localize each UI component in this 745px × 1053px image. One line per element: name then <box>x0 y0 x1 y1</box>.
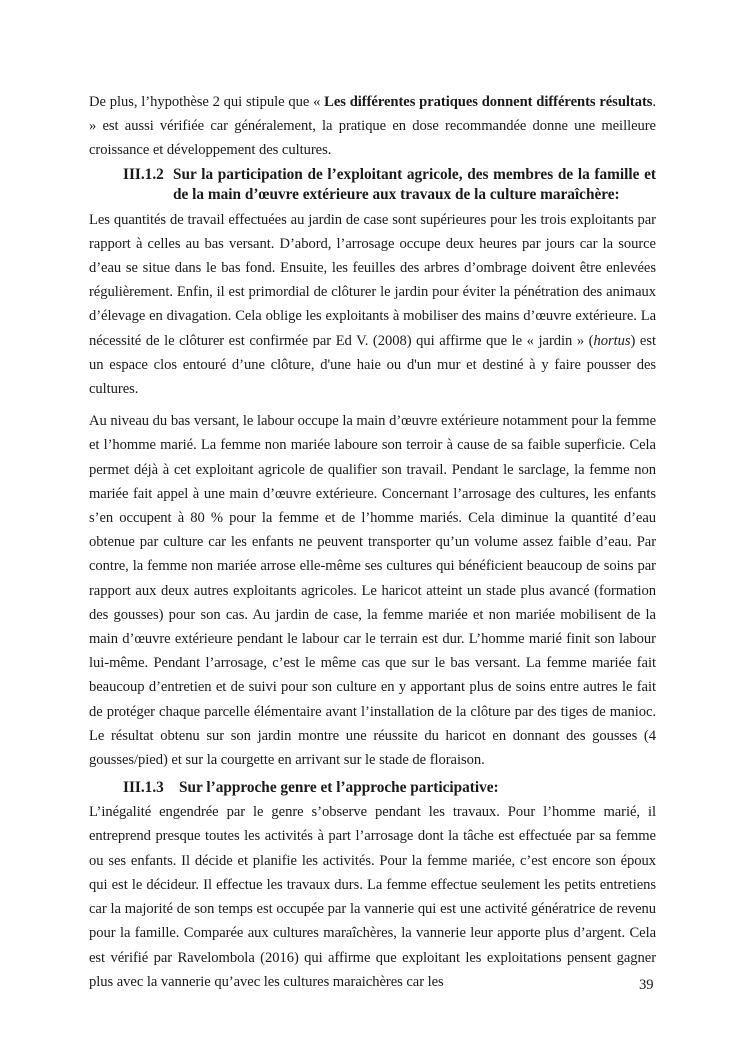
paragraph-text: ) est un espace clos entouré d’une clôture, d'une haie ou d'un mur et destiné à y faire pousser des cultures. <box>89 332 656 398</box>
section-heading-gender <box>89 778 656 798</box>
section-number: III.1.2 <box>123 165 164 183</box>
page-number: 39 <box>639 977 654 993</box>
page-body <box>89 90 656 994</box>
section-title: Sur la participation de l’exploitant agricole, des membres de la famille et de la main d’œuvre extérieure aux travaux de la culture maraîchère: <box>173 165 656 203</box>
section-title: Sur l’approche genre et l’approche participative: <box>179 779 499 797</box>
paragraph-workload <box>89 208 656 402</box>
paragraph-text: De plus, l’hypothèse 2 qui stipule que « <box>89 94 325 110</box>
paragraph-hypothesis <box>89 90 656 163</box>
italic-term: hortus <box>593 332 631 349</box>
quoted-hypothesis: Les différentes pratiques donnent différents résultats <box>324 94 653 110</box>
paragraph-gender: L’inégalité engendrée par le genre s’observe pendant les travaux. Pour l’homme marié, il entreprend presque toutes les activités à part l’arrosage dont la tâche est effectuée par sa femme ou ses enfants. Il décide et planifie les activités. Pour la femme mariée, c’est encore son époux qui est le décideur. Il effectue les travaux durs. La femme effectue seulement les petits entretiens car la majorité de son temps est occupée par la vannerie qui est une activité génératrice de revenu pour la famille. Comparée aux cultures maraîchères, la vannerie leur apporte plus d’argent. Cela est vérifié par Ravelombola (2016) qui affirme que exploitant les exploitations pensent gagner plus avec la vannerie qu’avec les cultures maraichères car les <box>89 804 656 990</box>
paragraph-bas-versant: Au niveau du bas versant, le labour occupe la main d’œuvre extérieure notamment pour la femme et l’homme marié. La femme non mariée laboure son terroir à cause de sa faible superficie. Cela permet déjà à cet exploitant agricole de qualifier son travail. Pendant le sarclage, la femme non mariée fait appel à une main d’œuvre extérieure. Concernant l’arrosage des cultures, les enfants s’en occupent à 80 % pour la femme et de l’homme mariés. Cela diminue la quantité d’eau obtenue par culture car les enfants ne peuvent transporter qu’un volume assez faible d’eau. Par contre, la femme non mariée arrose elle-même ses cultures qui bénéficient beaucoup de soins par rapport aux deux autres exploitants agricoles. Le haricot atteint un stade plus avancé (formation des gousses) pour son cas. Au jardin de case, la femme mariée et non mariée mobilisent de la main d’œuvre extérieure pendant le labour car le terrain est dur. L’homme marié finit son labour lui-même. Pendant l’arrosage, c’est le même cas que sur le bas versant. La femme mariée fait beaucoup d’entretien et de suivi pour son culture en y apportant plus de soins entre autres le fait de protéger chaque parcelle élémentaire avant l’installation de la clôture par des tiges de manioc. Le résultat obtenu sur son jardin montre une réussite du haricot en donnant des gousses (4 gousses/pied) et sur la courgette en arrivant sur le stade de floraison. <box>89 413 656 769</box>
section-number: III.1.3 <box>123 779 164 797</box>
paragraph-text: . » est aussi vérifiée car généralement, la pratique en dose recommandée donne une meilleure croissance et développement des cultures. <box>89 94 656 159</box>
paragraph-text: Les quantités de travail effectuées au jardin de case sont supérieures pour les trois exploitants par rapport à celles au bas versant. D’abord, l’arrosage occupe deux heures par jours car la source d’eau se situe dans le bas fond. Ensuite, les feuilles des arbres d’ombrage doivent être enlevées régulièrement. Enfin, il est primordial de clôturer le jardin pour éviter la pénétration des animaux d’élevage en divagation. Cela oblige les exploitants à mobiliser des mains d’œuvre extérieure. La nécessité de le clôturer est confirmée par Ed V. (2008) qui affirme que le « jardin » ( <box>89 211 656 349</box>
section-heading-participation <box>89 165 656 205</box>
